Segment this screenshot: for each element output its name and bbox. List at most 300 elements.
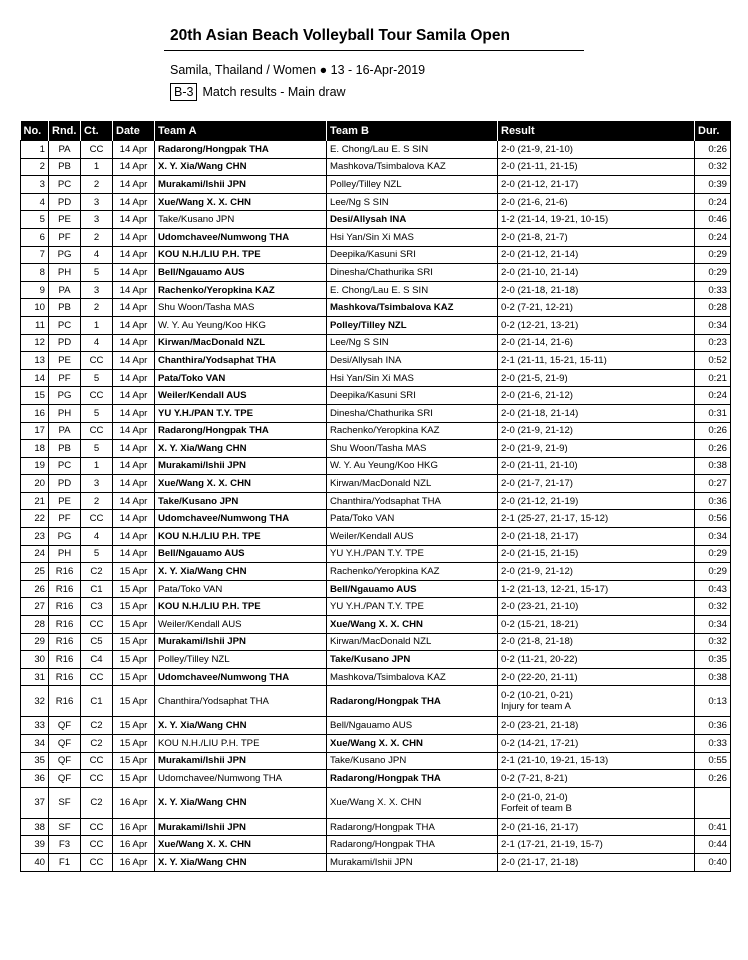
result-score: 2-0 (21-8, 21-7)	[501, 231, 568, 243]
table-row	[21, 176, 731, 194]
round-cell: R16	[49, 686, 81, 717]
round-cell: SF	[49, 818, 81, 836]
table-row	[21, 475, 731, 493]
result-score: 2-0 (22-20, 21-11)	[501, 671, 578, 683]
team-a-cell: Take/Kusano JPN	[155, 211, 327, 229]
court-cell: C2	[81, 563, 113, 581]
result-score: 2-0 (21-8, 21-18)	[501, 636, 573, 648]
result-cell	[498, 787, 695, 818]
table-row	[21, 281, 731, 299]
table-row	[21, 836, 731, 854]
result-score: 2-0 (21-9, 21-10)	[501, 143, 573, 155]
table-row	[21, 492, 731, 510]
result-cell	[498, 281, 695, 299]
duration-cell	[695, 787, 731, 818]
team-b-cell: Deepika/Kasuni SRI	[327, 246, 498, 264]
result-score: 2-0 (21-0, 21-0)	[501, 791, 568, 803]
table-row	[21, 510, 731, 528]
result-cell	[498, 440, 695, 458]
match-number-cell: 40	[21, 853, 49, 871]
team-a-cell: KOU N.H./LIU P.H. TPE	[155, 735, 327, 753]
table-row	[21, 299, 731, 317]
date-cell: 14 Apr	[113, 176, 155, 194]
date-cell: 14 Apr	[113, 246, 155, 264]
date-cell: 15 Apr	[113, 752, 155, 770]
court-cell: 4	[81, 246, 113, 264]
table-row	[21, 580, 731, 598]
team-b-cell: E. Chong/Lau E. S SIN	[327, 281, 498, 299]
match-number-cell: 12	[21, 334, 49, 352]
table-row	[21, 228, 731, 246]
round-cell: PA	[49, 281, 81, 299]
result-cell	[498, 563, 695, 581]
table-row	[21, 352, 731, 370]
team-b-cell: Murakami/Ishii JPN	[327, 853, 498, 871]
col-header-duration: Dur.	[695, 121, 731, 141]
match-number-cell: 28	[21, 616, 49, 634]
team-b-cell: YU Y.H./PAN T.Y. TPE	[327, 545, 498, 563]
date-cell: 14 Apr	[113, 299, 155, 317]
match-number-cell: 29	[21, 633, 49, 651]
col-header-court: Ct.	[81, 121, 113, 141]
table-row	[21, 457, 731, 475]
result-score: 0-2 (10-21, 0-21)	[501, 690, 573, 702]
round-cell: SF	[49, 787, 81, 818]
date-cell: 16 Apr	[113, 836, 155, 854]
result-cell	[498, 818, 695, 836]
team-a-cell: W. Y. Au Yeung/Koo HKG	[155, 316, 327, 334]
team-a-cell: Chanthira/Yodsaphat THA	[155, 686, 327, 717]
round-cell: QF	[49, 717, 81, 735]
match-number-cell: 18	[21, 440, 49, 458]
result-cell	[498, 580, 695, 598]
match-number-cell: 1	[21, 141, 49, 159]
date-cell: 14 Apr	[113, 158, 155, 176]
duration-cell: 0:40	[695, 853, 731, 871]
team-a-cell: Udomchavee/Numwong THA	[155, 668, 327, 686]
section-row	[164, 83, 584, 101]
court-cell: C4	[81, 651, 113, 669]
duration-cell: 0:32	[695, 158, 731, 176]
table-row	[21, 818, 731, 836]
match-number-cell: 36	[21, 770, 49, 788]
date-cell: 15 Apr	[113, 598, 155, 616]
table-row	[21, 141, 731, 159]
table-row	[21, 316, 731, 334]
date-cell: 16 Apr	[113, 853, 155, 871]
result-score: 0-2 (14-21, 17-21)	[501, 737, 579, 749]
court-cell: CC	[81, 352, 113, 370]
duration-cell: 0:13	[695, 686, 731, 717]
match-number-cell: 30	[21, 651, 49, 669]
court-cell: 1	[81, 316, 113, 334]
table-row	[21, 770, 731, 788]
duration-cell: 0:55	[695, 752, 731, 770]
team-a-cell: YU Y.H./PAN T.Y. TPE	[155, 404, 327, 422]
duration-cell: 0:33	[695, 281, 731, 299]
date-cell: 15 Apr	[113, 633, 155, 651]
duration-cell: 0:35	[695, 651, 731, 669]
duration-cell: 0:26	[695, 422, 731, 440]
date-cell: 15 Apr	[113, 717, 155, 735]
result-score: 2-0 (23-21, 21-18)	[501, 720, 579, 732]
date-cell: 15 Apr	[113, 616, 155, 634]
col-header-round: Rnd.	[49, 121, 81, 141]
result-cell	[498, 836, 695, 854]
team-b-cell: Radarong/Hongpak THA	[327, 818, 498, 836]
team-a-cell: X. Y. Xia/Wang CHN	[155, 563, 327, 581]
result-score: 0-2 (7-21, 8-21)	[501, 772, 568, 784]
result-score: 0-2 (11-21, 20-22)	[501, 654, 578, 666]
duration-cell: 0:27	[695, 475, 731, 493]
date-cell: 15 Apr	[113, 668, 155, 686]
round-cell: PC	[49, 457, 81, 475]
match-number-cell: 5	[21, 211, 49, 229]
date-cell: 14 Apr	[113, 528, 155, 546]
result-score: 2-0 (21-12, 21-14)	[501, 249, 579, 261]
team-a-cell: KOU N.H./LIU P.H. TPE	[155, 246, 327, 264]
duration-cell: 0:29	[695, 246, 731, 264]
result-cell	[498, 770, 695, 788]
match-number-cell: 33	[21, 717, 49, 735]
table-row	[21, 545, 731, 563]
duration-cell: 0:33	[695, 735, 731, 753]
result-cell	[498, 211, 695, 229]
team-b-cell: Radarong/Hongpak THA	[327, 686, 498, 717]
team-a-cell: Udomchavee/Numwong THA	[155, 510, 327, 528]
result-score: 2-0 (21-5, 21-9)	[501, 372, 568, 384]
duration-cell: 0:28	[695, 299, 731, 317]
match-number-cell: 21	[21, 492, 49, 510]
round-cell: PC	[49, 316, 81, 334]
match-number-cell: 3	[21, 176, 49, 194]
team-b-cell: Lee/Ng S SIN	[327, 193, 498, 211]
table-row	[21, 735, 731, 753]
table-row	[21, 264, 731, 282]
team-b-cell: Hsi Yan/Sin Xi MAS	[327, 228, 498, 246]
team-b-cell: Shu Woon/Tasha MAS	[327, 440, 498, 458]
duration-cell: 0:34	[695, 616, 731, 634]
duration-cell: 0:56	[695, 510, 731, 528]
duration-cell: 0:34	[695, 528, 731, 546]
round-cell: PH	[49, 264, 81, 282]
result-score: 2-0 (21-6, 21-12)	[501, 390, 573, 402]
team-b-cell: Radarong/Hongpak THA	[327, 770, 498, 788]
duration-cell: 0:24	[695, 387, 731, 405]
result-score: 2-0 (21-15, 21-15)	[501, 548, 579, 560]
team-a-cell: Kirwan/MacDonald NZL	[155, 334, 327, 352]
court-cell: 2	[81, 176, 113, 194]
team-b-cell: Kirwan/MacDonald NZL	[327, 475, 498, 493]
date-cell: 14 Apr	[113, 387, 155, 405]
team-a-cell: Polley/Tilley NZL	[155, 651, 327, 669]
round-cell: R16	[49, 633, 81, 651]
result-score: 2-0 (21-14, 21-6)	[501, 337, 573, 349]
match-number-cell: 19	[21, 457, 49, 475]
match-number-cell: 16	[21, 404, 49, 422]
team-a-cell: X. Y. Xia/Wang CHN	[155, 853, 327, 871]
date-cell: 14 Apr	[113, 193, 155, 211]
round-cell: PE	[49, 211, 81, 229]
team-b-cell: Xue/Wang X. X. CHN	[327, 787, 498, 818]
table-row	[21, 651, 731, 669]
results-body	[21, 141, 731, 872]
result-score: 2-1 (21-10, 19-21, 15-13)	[501, 755, 609, 767]
result-score: 2-0 (21-6, 21-6)	[501, 196, 568, 208]
round-cell: R16	[49, 563, 81, 581]
duration-cell: 0:39	[695, 176, 731, 194]
match-number-cell: 4	[21, 193, 49, 211]
match-number-cell: 32	[21, 686, 49, 717]
team-b-cell: Kirwan/MacDonald NZL	[327, 633, 498, 651]
result-score: 1-2 (21-14, 19-21, 10-15)	[501, 214, 609, 226]
round-cell: R16	[49, 598, 81, 616]
match-number-cell: 9	[21, 281, 49, 299]
team-b-cell: Hsi Yan/Sin Xi MAS	[327, 369, 498, 387]
result-note: Forfeit of team B	[501, 802, 572, 814]
duration-cell: 0:26	[695, 770, 731, 788]
team-b-cell: Bell/Ngauamo AUS	[327, 580, 498, 598]
match-number-cell: 26	[21, 580, 49, 598]
round-cell: QF	[49, 735, 81, 753]
date-cell: 16 Apr	[113, 787, 155, 818]
match-number-cell: 11	[21, 316, 49, 334]
court-cell: 5	[81, 369, 113, 387]
court-cell: C1	[81, 686, 113, 717]
round-cell: QF	[49, 752, 81, 770]
match-number-cell: 37	[21, 787, 49, 818]
team-b-cell: Radarong/Hongpak THA	[327, 836, 498, 854]
table-row	[21, 334, 731, 352]
round-cell: PH	[49, 404, 81, 422]
result-cell	[498, 492, 695, 510]
duration-cell: 0:36	[695, 717, 731, 735]
round-cell: PA	[49, 141, 81, 159]
team-a-cell: Murakami/Ishii JPN	[155, 752, 327, 770]
team-a-cell: Xue/Wang X. X. CHN	[155, 836, 327, 854]
result-score: 2-0 (21-18, 21-18)	[501, 284, 579, 296]
match-number-cell: 23	[21, 528, 49, 546]
date-cell: 14 Apr	[113, 545, 155, 563]
date-cell: 14 Apr	[113, 440, 155, 458]
court-cell: 2	[81, 492, 113, 510]
court-cell: 3	[81, 211, 113, 229]
team-b-cell: Dinesha/Chathurika SRI	[327, 404, 498, 422]
date-cell: 14 Apr	[113, 228, 155, 246]
document-header	[164, 22, 584, 101]
court-cell: CC	[81, 818, 113, 836]
result-cell	[498, 158, 695, 176]
team-b-cell: Take/Kusano JPN	[327, 651, 498, 669]
result-score: 2-0 (21-10, 21-14)	[501, 266, 579, 278]
table-row	[21, 752, 731, 770]
round-cell: PC	[49, 176, 81, 194]
result-score: 2-0 (21-16, 21-17)	[501, 821, 579, 833]
court-cell: CC	[81, 668, 113, 686]
date-cell: 15 Apr	[113, 563, 155, 581]
round-cell: R16	[49, 651, 81, 669]
date-cell: 15 Apr	[113, 651, 155, 669]
result-score: 0-2 (12-21, 13-21)	[501, 319, 579, 331]
team-b-cell: Mashkova/Tsimbalova KAZ	[327, 668, 498, 686]
result-cell	[498, 422, 695, 440]
duration-cell: 0:26	[695, 141, 731, 159]
round-cell: PB	[49, 158, 81, 176]
table-row	[21, 616, 731, 634]
court-cell: CC	[81, 770, 113, 788]
court-cell: CC	[81, 422, 113, 440]
team-b-cell: Lee/Ng S SIN	[327, 334, 498, 352]
date-cell: 16 Apr	[113, 818, 155, 836]
result-score: 2-0 (23-21, 21-10)	[501, 601, 579, 613]
team-b-cell: Desi/Allysah INA	[327, 352, 498, 370]
team-b-cell: Xue/Wang X. X. CHN	[327, 616, 498, 634]
result-cell	[498, 387, 695, 405]
duration-cell: 0:43	[695, 580, 731, 598]
result-cell	[498, 193, 695, 211]
team-a-cell: Rachenko/Yeropkina KAZ	[155, 281, 327, 299]
duration-cell: 0:29	[695, 264, 731, 282]
round-cell: R16	[49, 580, 81, 598]
court-cell: CC	[81, 752, 113, 770]
duration-cell: 0:31	[695, 404, 731, 422]
team-a-cell: Weiler/Kendall AUS	[155, 387, 327, 405]
court-cell: CC	[81, 141, 113, 159]
round-cell: PH	[49, 545, 81, 563]
team-a-cell: KOU N.H./LIU P.H. TPE	[155, 528, 327, 546]
col-header-result: Result	[498, 121, 695, 141]
duration-cell: 0:32	[695, 598, 731, 616]
section-title: Match results - Main draw	[202, 85, 346, 99]
team-a-cell: Weiler/Kendall AUS	[155, 616, 327, 634]
duration-cell: 0:24	[695, 228, 731, 246]
team-a-cell: Murakami/Ishii JPN	[155, 633, 327, 651]
team-b-cell: Chanthira/Yodsaphat THA	[327, 492, 498, 510]
table-row	[21, 158, 731, 176]
result-score: 0-2 (15-21, 18-21)	[501, 618, 579, 630]
date-cell: 14 Apr	[113, 211, 155, 229]
court-cell: C1	[81, 580, 113, 598]
team-b-cell: Deepika/Kasuni SRI	[327, 387, 498, 405]
duration-cell: 0:26	[695, 440, 731, 458]
match-number-cell: 14	[21, 369, 49, 387]
court-cell: 3	[81, 193, 113, 211]
court-cell: C2	[81, 735, 113, 753]
event-subtitle: Samila, Thailand / Women ● 13 - 16-Apr-2019	[170, 63, 426, 77]
round-cell: F1	[49, 853, 81, 871]
table-row	[21, 211, 731, 229]
result-cell	[498, 598, 695, 616]
team-b-cell: YU Y.H./PAN T.Y. TPE	[327, 598, 498, 616]
page-title: 20th Asian Beach Volleyball Tour Samila Open	[164, 22, 584, 51]
duration-cell: 0:38	[695, 457, 731, 475]
results-table	[20, 121, 731, 872]
result-score: 2-0 (21-11, 21-15)	[501, 161, 578, 173]
team-b-cell: Desi/Allysah INA	[327, 211, 498, 229]
result-cell	[498, 528, 695, 546]
date-cell: 15 Apr	[113, 735, 155, 753]
match-number-cell: 20	[21, 475, 49, 493]
duration-cell: 0:46	[695, 211, 731, 229]
duration-cell: 0:44	[695, 836, 731, 854]
table-row	[21, 387, 731, 405]
date-cell: 14 Apr	[113, 352, 155, 370]
team-b-cell: Pata/Toko VAN	[327, 510, 498, 528]
date-cell: 14 Apr	[113, 316, 155, 334]
court-cell: 5	[81, 264, 113, 282]
team-a-cell: Udomchavee/Numwong THA	[155, 228, 327, 246]
match-number-cell: 35	[21, 752, 49, 770]
result-score: 2-0 (21-9, 21-9)	[501, 442, 568, 454]
court-cell: 5	[81, 440, 113, 458]
round-cell: PF	[49, 369, 81, 387]
match-number-cell: 17	[21, 422, 49, 440]
match-number-cell: 8	[21, 264, 49, 282]
team-a-cell: Murakami/Ishii JPN	[155, 457, 327, 475]
round-cell: PE	[49, 352, 81, 370]
date-cell: 14 Apr	[113, 369, 155, 387]
table-row	[21, 853, 731, 871]
team-a-cell: Chanthira/Yodsaphat THA	[155, 352, 327, 370]
date-cell: 14 Apr	[113, 457, 155, 475]
result-cell	[498, 717, 695, 735]
table-row	[21, 422, 731, 440]
col-header-date: Date	[113, 121, 155, 141]
result-score: 2-1 (25-27, 21-17, 15-12)	[501, 513, 609, 525]
team-b-cell: Polley/Tilley NZL	[327, 316, 498, 334]
col-header-no: No.	[21, 121, 49, 141]
date-cell: 14 Apr	[113, 475, 155, 493]
court-cell: CC	[81, 387, 113, 405]
result-cell	[498, 633, 695, 651]
date-cell: 15 Apr	[113, 770, 155, 788]
col-header-team-a: Team A	[155, 121, 327, 141]
result-cell	[498, 264, 695, 282]
team-a-cell: Bell/Ngauamo AUS	[155, 545, 327, 563]
result-score: 2-0 (21-12, 21-17)	[501, 178, 579, 190]
table-header-row	[21, 121, 731, 141]
court-cell: CC	[81, 616, 113, 634]
match-number-cell: 15	[21, 387, 49, 405]
round-cell: PD	[49, 475, 81, 493]
match-number-cell: 38	[21, 818, 49, 836]
match-number-cell: 24	[21, 545, 49, 563]
match-number-cell: 39	[21, 836, 49, 854]
result-cell	[498, 735, 695, 753]
team-a-cell: KOU N.H./LIU P.H. TPE	[155, 598, 327, 616]
result-score: 0-2 (7-21, 12-21)	[501, 302, 573, 314]
result-score: 2-0 (21-18, 21-17)	[501, 530, 579, 542]
team-b-cell: E. Chong/Lau E. S SIN	[327, 141, 498, 159]
team-a-cell: Shu Woon/Tasha MAS	[155, 299, 327, 317]
team-a-cell: X. Y. Xia/Wang CHN	[155, 158, 327, 176]
court-cell: CC	[81, 510, 113, 528]
duration-cell: 0:32	[695, 633, 731, 651]
date-cell: 14 Apr	[113, 492, 155, 510]
result-cell	[498, 404, 695, 422]
round-cell: PF	[49, 510, 81, 528]
table-row	[21, 598, 731, 616]
result-cell	[498, 686, 695, 717]
court-cell: 2	[81, 299, 113, 317]
team-b-cell: Weiler/Kendall AUS	[327, 528, 498, 546]
court-cell: CC	[81, 836, 113, 854]
result-cell	[498, 299, 695, 317]
team-a-cell: Xue/Wang X. X. CHN	[155, 193, 327, 211]
round-cell: PF	[49, 228, 81, 246]
result-cell	[498, 457, 695, 475]
table-row	[21, 563, 731, 581]
